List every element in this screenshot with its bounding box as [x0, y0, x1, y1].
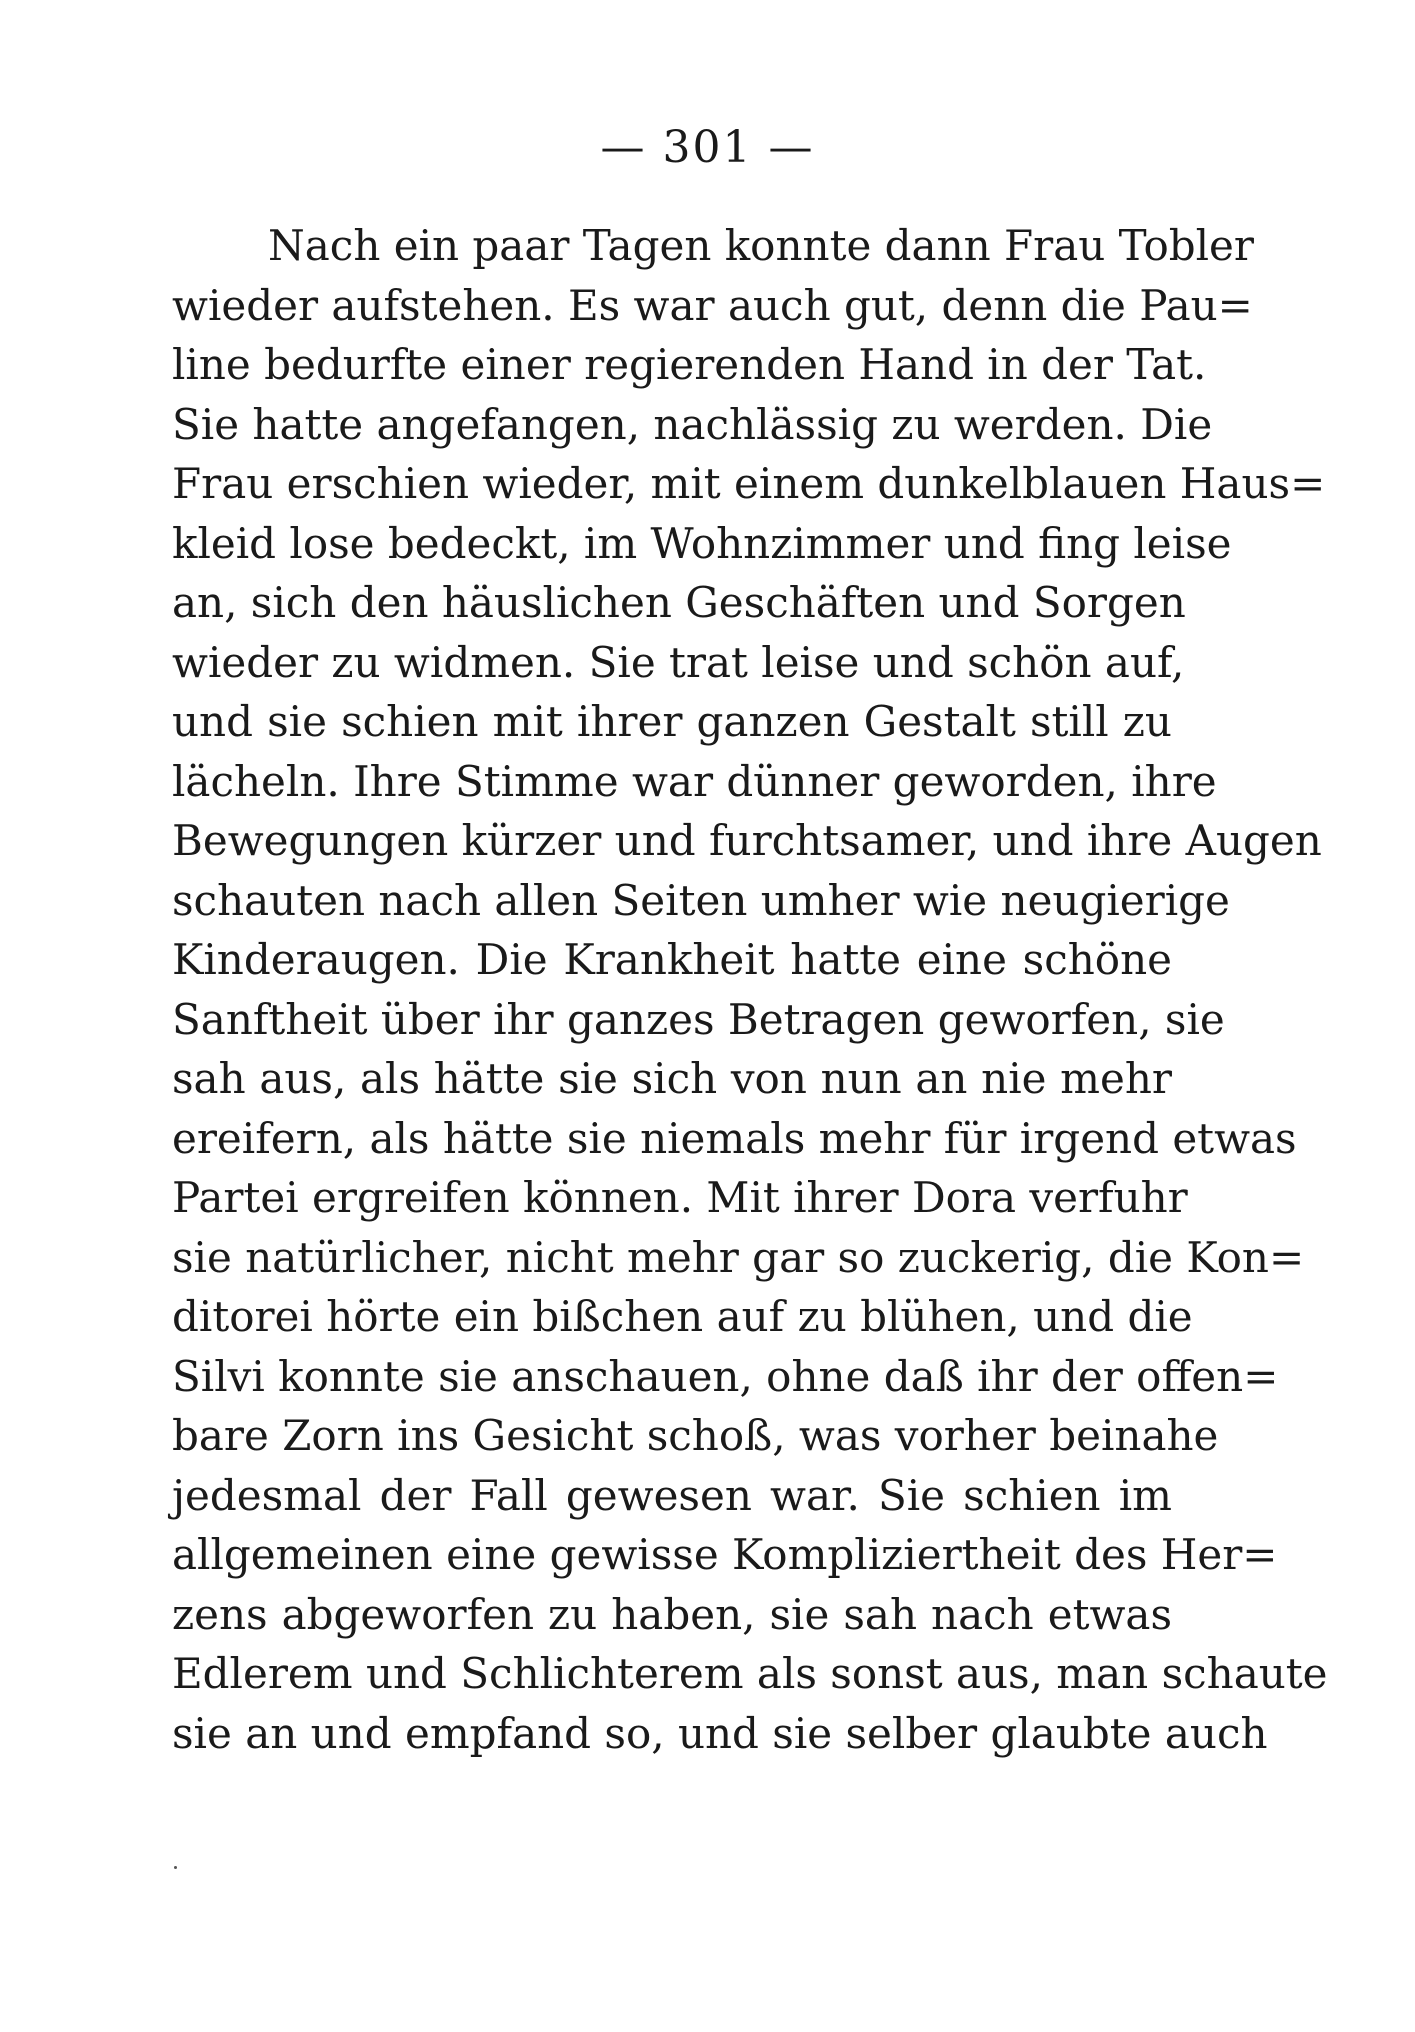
text-line: Partei ergreifen können. Mit ihrer Dora verfuhr [172, 1173, 1188, 1222]
text-line: Frau erschien wieder, mit einem dunkelblauen Haus= [172, 459, 1326, 508]
text-line: allgemeinen eine gewisse Kompliziertheit des Her= [172, 1530, 1278, 1579]
text-line: an, sich den häuslichen Geschäften und Sorgen [172, 578, 1186, 627]
text-line: Edlerem und Schlichterem als sonst aus, man schaute [172, 1649, 1328, 1698]
text-line: Sanftheit über ihr ganzes Betragen geworfen, sie [172, 994, 1225, 1044]
text-line: ereifern, als hätte sie niemals mehr für irgend etwas [172, 1113, 1297, 1163]
text-line: schauten nach allen Seiten umher wie neugierige [172, 875, 1230, 925]
text-line: Sie hatte angefangen, nachlässig zu werden. Die [172, 399, 1213, 449]
text-line: Bewegungen kürzer und furchtsamer, und ihre Augen [172, 816, 1322, 865]
page-number: — 301 — [600, 122, 815, 173]
text-line: Nach ein paar Tagen konnte dann Frau Tobler [268, 221, 1254, 270]
text-line: kleid lose bedeckt, im Wohnzimmer und fing leise [172, 518, 1232, 568]
text-line: zens abgeworfen zu haben, sie sah nach etwas [172, 1589, 1172, 1639]
text-line: Kinderaugen. Die Krankheit hatte eine schöne [172, 935, 1172, 984]
paper-speck [174, 1866, 177, 1869]
text-line: sah aus, als hätte sie sich von nun an nie mehr [172, 1054, 1172, 1103]
text-line: jedesmal der Fall gewesen war. Sie schien im [172, 1470, 1172, 1520]
text-line: sie natürlicher, nicht mehr gar so zuckerig, die Kon= [172, 1232, 1305, 1282]
text-line: wieder aufstehen. Es war auch gut, denn die Pau= [172, 280, 1253, 330]
text-line: lächeln. Ihre Stimme war dünner geworden, ihre [172, 756, 1217, 806]
text-line: ditorei hörte ein bißchen auf zu blühen, und die [172, 1292, 1193, 1341]
text-line: wieder zu widmen. Sie trat leise und schön auf, [172, 637, 1185, 687]
text-line: line bedurfte einer regierenden Hand in der Tat. [172, 340, 1207, 389]
text-line: bare Zorn ins Gesicht schoß, was vorher beinahe [172, 1411, 1219, 1460]
text-line: sie an und empfand so, und sie selber glaubte auch [172, 1708, 1268, 1758]
text-line: Silvi konnte sie anschauen, ohne daß ihr der offen= [172, 1351, 1279, 1401]
text-line: und sie schien mit ihrer ganzen Gestalt still zu [172, 697, 1172, 746]
body-paragraph [172, 216, 1328, 1763]
